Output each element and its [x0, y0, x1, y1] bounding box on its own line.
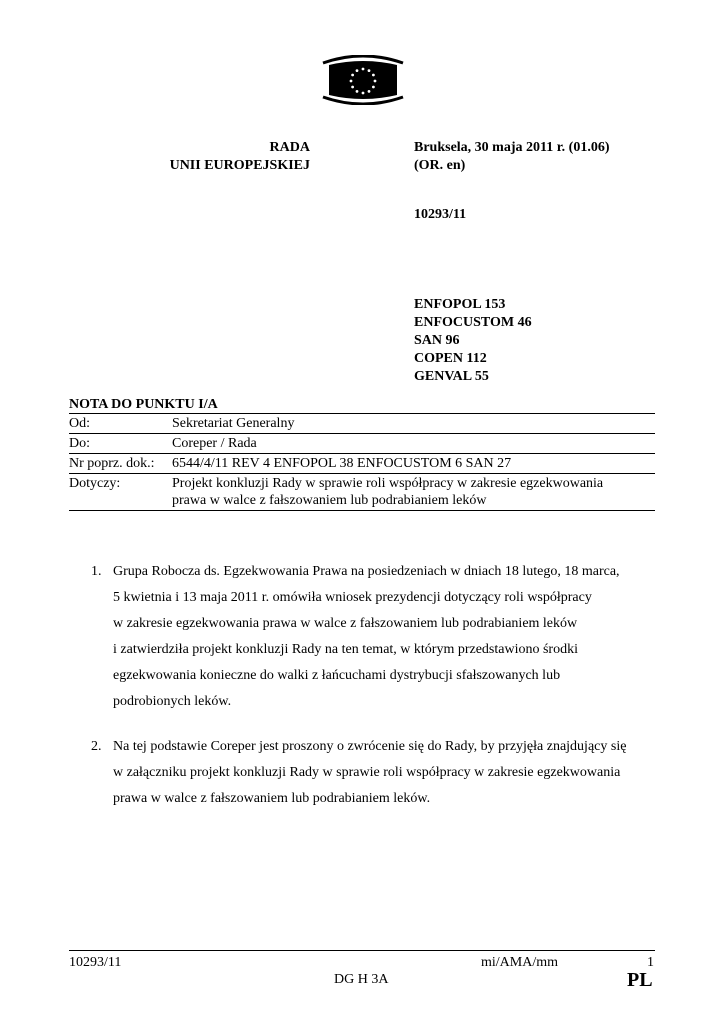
footer-initials: mi/AMA/mm: [481, 955, 559, 970]
footer-page-number: 1: [647, 955, 654, 970]
meta-value: 6544/4/11 REV 4 ENFOPOL 38 ENFOCUSTOM 6 SAN 27: [172, 456, 512, 471]
code-line: ENFOPOL 153: [414, 297, 506, 312]
code-line: GENVAL 55: [414, 369, 489, 384]
text-line: egzekwowania konieczne do walki z łańcuchami dystrybucji sfałszowanych lub: [113, 668, 561, 683]
text-line: Na tej podstawie Coreper jest proszony o zwrócenie się do Rady, by przyjęła znajdujący się: [113, 739, 627, 754]
meta-label: Dotyczy:: [69, 476, 121, 491]
text-line: Grupa Robocza ds. Egzekwowania Prawa na posiedzeniach w dniach 18 lutego, 18 marca,: [113, 564, 620, 579]
meta-row-subject: [69, 474, 655, 510]
meta-label: Od:: [69, 416, 90, 431]
document-number: 10293/11: [414, 207, 467, 222]
meta-row-prev-doc: [69, 454, 655, 474]
text-line: 5 kwietnia i 13 maja 2011 r. omówiła wniosek prezydencji dotyczący roli współpracy: [113, 590, 592, 605]
subject-line-2: prawa w walce z fałszowaniem lub podrabianiem leków: [172, 493, 487, 508]
date-block: [414, 139, 609, 175]
text-line: podrobionych leków.: [113, 694, 232, 709]
paragraph-number: 2.: [91, 739, 102, 754]
text-line: w zakresie egzekwowania prawa w walce z fałszowaniem lub podrabianiem leków: [113, 616, 578, 631]
council-logo-icon: [319, 55, 407, 105]
footer-language: PL: [627, 969, 653, 991]
footer-directorate: DG H 3A: [334, 972, 389, 987]
institution-line-2: UNII EUROPEJSKIEJ: [169, 158, 310, 173]
footer-document-number: 10293/11: [69, 955, 122, 970]
paragraph-number: 1.: [91, 564, 102, 579]
meta-label: Do:: [69, 436, 90, 451]
paragraph-text: [113, 559, 661, 715]
text-line: i zatwierdziła projekt konkluzji Rady na ten temat, w którym przedstawiono środki: [113, 642, 578, 657]
meta-row-from: [69, 414, 655, 434]
meta-row-to: [69, 434, 655, 454]
footer-divider: [69, 950, 655, 951]
date-line: Bruksela, 30 maja 2011 r. (01.06): [414, 140, 610, 155]
paragraph-1: [91, 559, 661, 715]
subject-line-1: Projekt konkluzji Rady w sprawie roli współpracy w zakresie egzekwowania: [172, 476, 604, 491]
code-line: COPEN 112: [414, 351, 487, 366]
institution-line-1: RADA: [269, 140, 310, 155]
meta-value: Sekretariat Generalny: [172, 416, 295, 431]
paragraph-2: [91, 734, 661, 812]
meta-label: Nr poprz. dok.:: [69, 456, 155, 471]
note-title: NOTA DO PUNKTU I/A: [69, 397, 218, 412]
code-line: SAN 96: [414, 333, 460, 348]
document-codes: [414, 296, 532, 386]
institution-name: [150, 139, 310, 175]
note-metadata-table: [69, 413, 655, 511]
paragraph-text: [113, 734, 661, 812]
meta-value: [172, 475, 655, 509]
original-language: (OR. en): [414, 158, 466, 173]
text-line: prawa w walce z fałszowaniem lub podrabianiem leków.: [113, 791, 431, 806]
code-line: ENFOCUSTOM 46: [414, 315, 532, 330]
text-line: w załączniku projekt konkluzji Rady w sprawie roli współpracy w zakresie egzekwowania: [113, 765, 621, 780]
meta-value: Coreper / Rada: [172, 436, 257, 451]
